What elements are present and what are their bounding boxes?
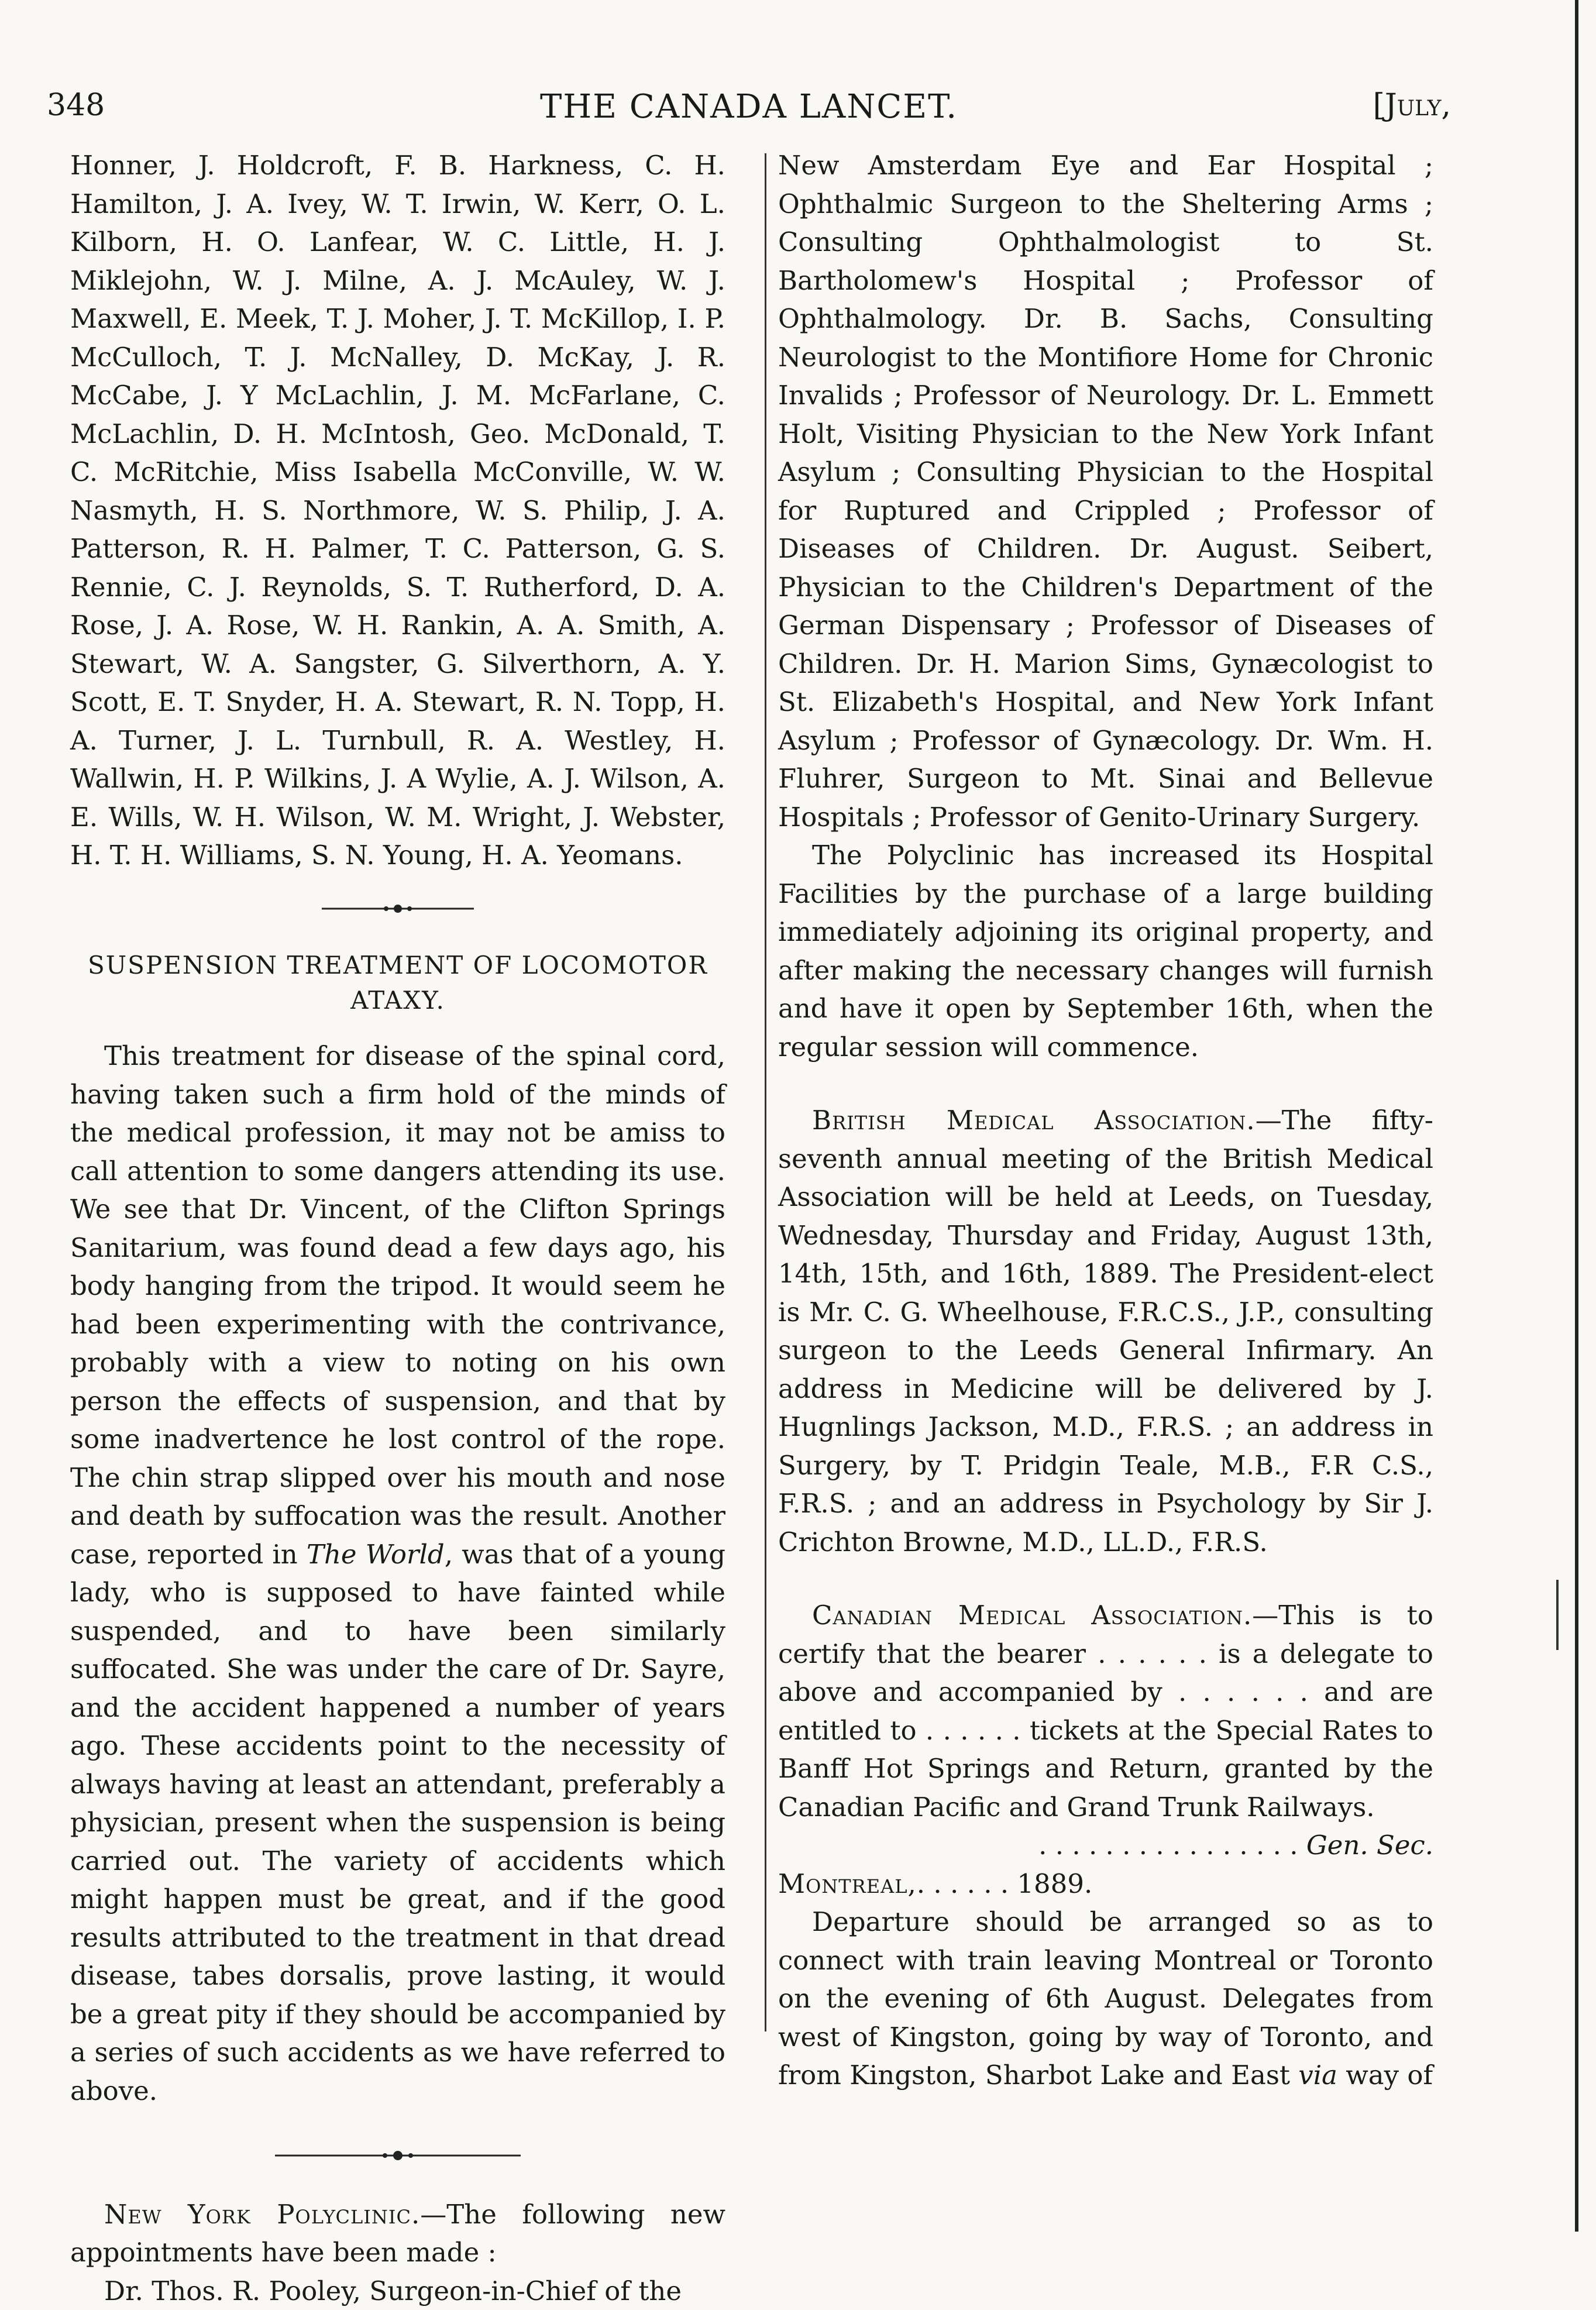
bma-lead: British Medical Association. xyxy=(812,1105,1256,1136)
polyclinic-facilities: The Polyclinic has increased its Hospital Facilities by the purchase of a large building immediately adjoining its original property, and after making the necessary changes will furnish and have it open by September 16th, when the regular session will commence. xyxy=(778,836,1433,1066)
polyclinic-lead: New York Polyclinic. xyxy=(104,2199,420,2230)
right-column xyxy=(778,146,1433,2095)
departure-paragraph: Departure should be arranged so as to connect with train leaving Montreal or Toronto on the evening of 6th August. Delegates from west of Kingston, going by way of Toronto, and from Kingston, Sharbot Lake and East via way of xyxy=(778,1903,1433,2095)
journal-title: THE CANADA LANCET. xyxy=(47,88,1451,126)
cma-signature: Gen. Sec. xyxy=(1306,1830,1433,1861)
bma-paragraph: British Medical Association.—The fifty-seventh annual meeting of the British Medical Association will be held at Leeds, on Tuesday, Wednesday, Thursday and Friday, August 13th, 14th, 15th, and 16th, 1889. The President-elect is Mr. C. G. Wheelhouse, F.R.C.S., J.P., consulting surgeon to the Leeds General Infirmary. An address in Medicine will be delivered by J. Hugnlings Jackson, M.D., F.R.S. ; an address in Surgery, by T. Pridgin Teale, M.B., F.R C.S., F.R.S. ; and an address in Psychology by Sir J. Crichton Browne, M.D., LL.D., F.R.S. xyxy=(778,1101,1433,1561)
scan-edge-line xyxy=(1575,0,1578,2232)
polyclinic-paragraph: New York Polyclinic.—The following new appointments have been made : xyxy=(70,2195,725,2272)
cma-paragraph: Canadian Medical Association.—This is to certify that the bearer . . . . . . is a delegate to above and accompanied by . . . . . . and are entitled to . . . . . . tickets at the Special Rates to Banff Hot Springs and Return, granted by the Canadian Pacific and Grand Trunk Railways. xyxy=(778,1596,1433,1826)
scan-edge-mark xyxy=(1556,1580,1559,1650)
publication-title: The World xyxy=(307,1539,445,1570)
article-body: This treatment for disease of the spinal cord, having taken such a firm hold of the minds of the medical profession, it may not be amiss to call attention to some dangers attending its use. We see that Dr. Vincent, of the Clifton Springs Sanitarium, was found dead a few days ago, his body hanging from the tripod. It would seem he had been experimenting with the contrivance, probably with a view to noting on his own person the effects of suspension, and that by some inadvertence he lost control of the rope. The chin strap slipped over his mouth and nose and death by suffocation was the result. Another case, reported in The World, was that of a young lady, who is supposed to have fainted while suspended, and to have been similarly suffocated. She was under the care of Dr. Sayre, and the accident happened a number of years ago. These accidents point to the necessity of always having at least an attendant, preferably a physician, present when the suspension is being carried out. The variety of accidents which might happen must be great, and if the good results attributed to the treatment in that dread disease, tabes dorsalis, prove lasting, it would be a great pity if they should be accompanied by a series of such accidents as we have referred to above. xyxy=(70,1037,725,2110)
cma-lead: Canadian Medical Association. xyxy=(812,1600,1252,1631)
left-column xyxy=(70,146,725,2310)
ornament-divider-2 xyxy=(70,2133,725,2172)
article-heading: SUSPENSION TREATMENT OF LOCOMOTOR ATAXY. xyxy=(70,948,725,1018)
ornament-rule-icon xyxy=(275,2150,521,2161)
member-names-list: Honner, J. Holdcroft, F. B. Harkness, C. H. Hamilton, J. A. Ivey, W. T. Irwin, W. Kerr, O. L. Kilborn, H. O. Lanfear, W. C. Little, H. J. Miklejohn, W. J. Milne, A. J. McAuley, W. J. Maxwell, E. Meek, T. J. Moher, J. T. McKillop, I. P. McCulloch, T. J. McNalley, D. McKay, J. R. McCabe, J. Y McLachlin, J. M. McFarlane, C. McLachlin, D. H. McIntosh, Geo. McDonald, T. C. McRitchie, Miss Isabella McConville, W. W. Nasmyth, H. S. Northmore, W. S. Philip, J. A. Patterson, R. H. Palmer, T. C. Patterson, G. S. Rennie, C. J. Reynolds, S. T. Rutherford, D. A. Rose, J. A. Rose, W. H. Rankin, A. A. Smith, A. Stewart, W. A. Sangster, G. Silverthorn, A. Y. Scott, E. T. Snyder, H. A. Stewart, R. N. Topp, H. A. Turner, J. L. Turnbull, R. A. Westley, H. Wallwin, H. P. Wilkins, J. A Wylie, A. J. Wilson, A. E. Wills, W. H. Wilson, W. M. Wright, J. Webster, H. T. H. Williams, S. N. Young, H. A. Yeomans. xyxy=(70,146,725,875)
cma-signature-line: . . . . . . . . . . . . . . . . Gen. Sec. xyxy=(778,1826,1433,1865)
page-number: 348 xyxy=(47,88,105,123)
page-header xyxy=(47,88,1451,135)
cma-place-date: Montreal,. . . . . . 1889. xyxy=(778,1865,1433,1903)
ornament-divider xyxy=(70,886,725,925)
polyclinic-continued: New Amsterdam Eye and Ear Hospital ; Ophthalmic Surgeon to the Sheltering Arms ; Consulting Ophthalmologist to St. Bartholomew's Hospital ; Professor of Ophthalmology. Dr. B. Sachs, Consulting Neurologist to the Montifiore Home for Chronic Invalids ; Professor of Neurology. Dr. L. Emmett Holt, Visiting Physician to the New York Infant Asylum ; Consulting Physician to the Hospital for Ruptured and Crippled ; Professor of Diseases of Children. Dr. August. Seibert, Physician to the Children's Department of the German Dispensary ; Professor of Diseases of Children. Dr. H. Marion Sims, Gynæcologist to St. Elizabeth's Hospital, and New York Infant Asylum ; Professor of Gynæcology. Dr. Wm. H. Fluhrer, Surgeon to Mt. Sinai and Bellevue Hospitals ; Professor of Genito-Urinary Surgery. xyxy=(778,146,1433,836)
issue-month: [July, xyxy=(1373,88,1451,123)
polyclinic-appointment: Dr. Thos. R. Pooley, Surgeon-in-Chief of the xyxy=(70,2272,725,2310)
ornament-rule-icon xyxy=(322,903,474,915)
column-divider xyxy=(765,153,766,2031)
